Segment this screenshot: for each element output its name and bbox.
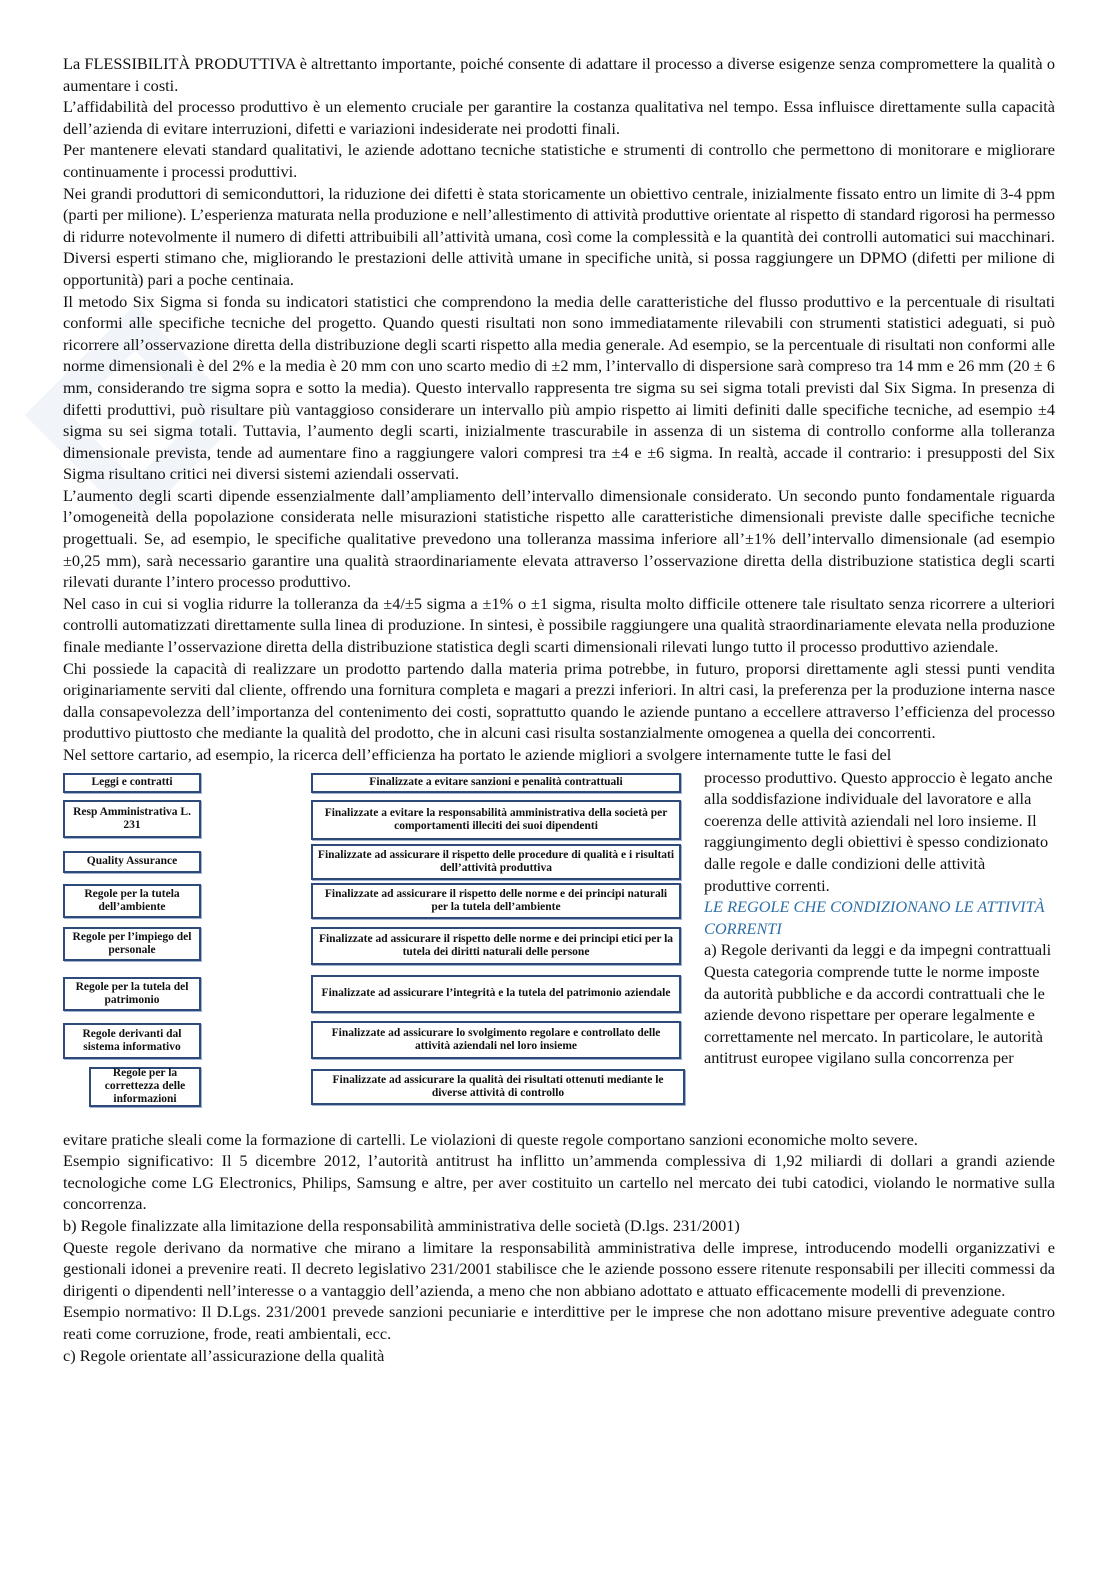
paragraph: Nel settore cartario, ad esempio, la ricerca dell’efficienza ha portato le aziende migliori a svolgere internamente tutte le fasi del [63, 745, 892, 764]
text-top [63, 53, 1055, 766]
paragraph: processo produttivo. Questo approccio è legato anche alla soddisfazione individuale del lavoratore e alla coerenza delle attività aziendali nel loro insieme. Il raggiungimento degli obiettivi è spesso condizionato dalle regole e dalle condizioni delle attività produttive correnti. [704, 767, 1053, 895]
side-text [704, 767, 1055, 1069]
section-heading: LE REGOLE CHE CONDIZIONANO LE ATTIVITÀ CORRENTI [704, 897, 1045, 938]
diagram-right-box: Finalizzate ad assicurare il rispetto delle norme e dei principi naturali per la tutela dell’ambiente [311, 883, 681, 919]
diagram-right-box: Finalizzate ad assicurare l’integrità e la tutela del patrimonio aziendale [311, 975, 681, 1013]
paragraph: Questa categoria comprende tutte le norme imposte da autorità pubbliche e da accordi contrattuali che le aziende devono rispettare per operare legalmente e correttamente nel mercato. In particolare, le autorità antitrust europee vigilano sulla concorrenza per [704, 961, 1045, 1068]
diagram-left-box: Regole per la correttezza delle informazioni [89, 1067, 201, 1107]
paragraph: L’affidabilità del processo produttivo è un elemento cruciale per garantire la costanza qualitativa nel tempo. Essa influisce direttamente sulla capacità dell’azienda di evitare interruzioni, difetti e variazioni indesiderate nei prodotti finali. [63, 97, 1055, 138]
diagram-right-box: Finalizzate a evitare sanzioni e penalità contrattuali [311, 773, 681, 793]
diagram-left-box: Regole per la tutela del patrimonio [63, 977, 201, 1011]
diagram-left-box: Regole per la tutela dell’ambiente [63, 884, 201, 918]
diagram-left-box: Quality Assurance [63, 851, 201, 873]
diagram-right-box: Finalizzate a evitare la responsabilità amministrativa della società per comportamenti illeciti dei suoi dipendenti [311, 800, 681, 840]
paragraph: Chi possiede la capacità di realizzare un prodotto partendo dalla materia prima potrebbe, in futuro, proporsi direttamente agli stessi punti vendita originariamente serviti dal cliente, offrendo una fornitura completa e magari a prezzi inferiori. In altri casi, la preferenza per la produzione interna nasce dalla consapevolezza dell’importanza del contenimento dei costi, soprattutto quando le aziende puntano a eccellere attraverso l’efficienza del processo produttivo piuttosto che mediante la qualità del prodotto, che in alcuni casi risulta sostanzialmente omogenea a quella dei concorrenti. [63, 658, 1055, 743]
figure-with-side-text [63, 767, 1055, 1129]
document-page [63, 53, 1055, 1366]
paragraph: a) Regole derivanti da leggi e da impegni contrattuali [704, 940, 1052, 960]
paragraph: Nel caso in cui si voglia ridurre la tolleranza da ±4/±5 sigma a ±1% o ±1 sigma, risulta molto difficile ottenere tale risultato senza ricorrere a ulteriori controlli automatizzati direttamente sulla linea di produzione. In sintesi, è possibile raggiungere una qualità straordinariamente elevata nella produzione finale mediante l’osservazione diretta della distribuzione statistica degli scarti dimensionali rilevati lungo tutto il processo produttivo aziendale. [63, 593, 1055, 657]
paragraph: Il metodo Six Sigma si fonda su indicatori statistici che comprendono la media delle caratteristiche del flusso produttivo e la percentuale di risultati conformi alle specifiche tecniche del progetto. Quando questi risultati non sono immediatamente rilevabili con strumenti statistici adeguati, si può ricorrere all’osservazione diretta della distribuzione degli scarti rispetto alla media generale. Ad esempio, se la percentuale di risultati non conformi alle norme dimensionali è del 2% e la media è 20 mm con uno scarto medio di ±2 mm, l’intervallo di dispersione sarà compreso tra 14 mm e 26 mm (20 ± 6 mm, considerando tre sigma sopra e sotto la media). Questo intervallo rappresenta tre sigma su sei sigma totali previsti dal Six Sigma. In presenza di difetti produttivi, può risultare più vantaggioso considerare un intervallo più ampio rispetto ai limiti definiti dalle specifiche tecniche, ad esempio ±4 sigma su sei sigma totali. Tuttavia, l’aumento degli scarti, inizialmente trascurabile in assenza di un sistema di controllo conforme alla tolleranza dimensionale prevista, tende ad aumentare fino a raggiungere valori compresi tra ±4 e ±6 sigma. In realtà, accade il contrario: i presupposti del Six Sigma risultano critici nei diversi sistemi aziendali osservati. [63, 291, 1055, 484]
paragraph: Nei grandi produttori di semiconduttori, la riduzione dei difetti è stata storicamente un obiettivo centrale, inizialmente fissato entro un limite di 3-4 ppm (parti per milione). L’esperienza maturata nella produzione e nell’allestimento di attività produttive orientate al rispetto di standard rigorosi ha permesso di ridurre notevolmente il numero di difetti attribuibili all’attività umana, così come la complessità e la quantità dei controlli automatici sui macchinari. Diversi esperti stimano che, migliorando le prestazioni delle attività umane in specifiche unità, si possa raggiungere un DPMO (difetti per milione di opportunità) pari a poche centinaia. [63, 183, 1055, 289]
paragraph: c) Regole orientate all’assicurazione della qualità [63, 1345, 385, 1365]
diagram-right-box: Finalizzate ad assicurare il rispetto delle procedure di qualità e i risultati dell’attività produttiva [311, 844, 681, 880]
paragraph: evitare pratiche sleali come la formazione di cartelli. Le violazioni di queste regole comportano sanzioni economiche molto severe. [63, 1129, 918, 1149]
diagram-left-box: Leggi e contratti [63, 773, 201, 793]
diagram-left-box: Regole derivanti dal sistema informativo [63, 1023, 201, 1059]
diagram-right-box: Finalizzate ad assicurare lo svolgimento regolare e controllato delle attività aziendali nel loro insieme [311, 1021, 681, 1059]
paragraph: La FLESSIBILITÀ PRODUTTIVA è altrettanto importante, poiché consente di adattare il processo a diverse esigenze senza compromettere la qualità o aumentare i costi. [63, 54, 1055, 95]
paragraph: Esempio significativo: Il 5 dicembre 2012, l’autorità antitrust ha inflitto un’ammenda complessiva di 1,92 miliardi di dollari a grandi aziende tecnologiche come LG Electronics, Philips, Samsung e altre, per aver costituito un cartello nel mercato dei tubi catodici, violando le normative sulla concorrenza. [63, 1151, 1055, 1214]
paragraph: Esempio normativo: Il D.Lgs. 231/2001 prevede sanzioni pecuniarie e interdittive per le imprese che non adottano misure preventive adeguate contro reati come corruzione, frode, reati ambientali, ecc. [63, 1302, 1055, 1343]
diagram-left-box: Regole per l’impiego del personale [63, 927, 201, 961]
rules-diagram [63, 767, 689, 1107]
diagram-left-box: Resp Amministrativa L. 231 [63, 800, 201, 838]
diagram-right-box: Finalizzate ad assicurare la qualità dei risultati ottenuti mediante le diverse attività di controllo [311, 1069, 685, 1105]
paragraph: Per mantenere elevati standard qualitativi, le aziende adottano tecniche statistiche e strumenti di controllo che permettono di monitorare e migliorare continuamente i processi produttivi. [63, 140, 1055, 181]
paragraph: b) Regole finalizzate alla limitazione della responsabilità amministrativa delle società (D.lgs. 231/2001) [63, 1215, 740, 1235]
diagram-right-box: Finalizzate ad assicurare il rispetto delle norme e dei principi etici per la tutela dei diritti naturali delle persone [311, 927, 681, 965]
paragraph: L’aumento degli scarti dipende essenzialmente dall’ampliamento dell’intervallo dimensionale considerato. Un secondo punto fondamentale riguarda l’omogeneità della popolazione considerata nelle misurazioni statistiche rispetto alle caratteristiche dimensionali previste dalle specifiche tecniche progettuali. Se, ad esempio, le specifiche qualitative prevedono una tolleranza massima inferiore all’±1% dell’intervallo dimensionale (ad esempio ±0,25 mm), sarà necessario garantire una qualità straordinariamente elevata attraverso l’osservazione diretta della distribuzione statistica degli scarti rilevati durante l’intero processo produttivo. [63, 485, 1055, 592]
paragraph: Queste regole derivano da normative che mirano a limitare la responsabilità amministrativa delle imprese, introducendo modelli organizzativi e gestionali idonei a prevenire reati. Il decreto legislativo 231/2001 stabilisce che le aziende possono essere ritenute responsabili per illeciti commessi da dirigenti o dipendenti nell’interesse o a vantaggio dell’azienda, a meno che non abbiano adottato e attuato efficacemente modelli di prevenzione. [63, 1237, 1055, 1300]
text-bottom [63, 1129, 1055, 1367]
